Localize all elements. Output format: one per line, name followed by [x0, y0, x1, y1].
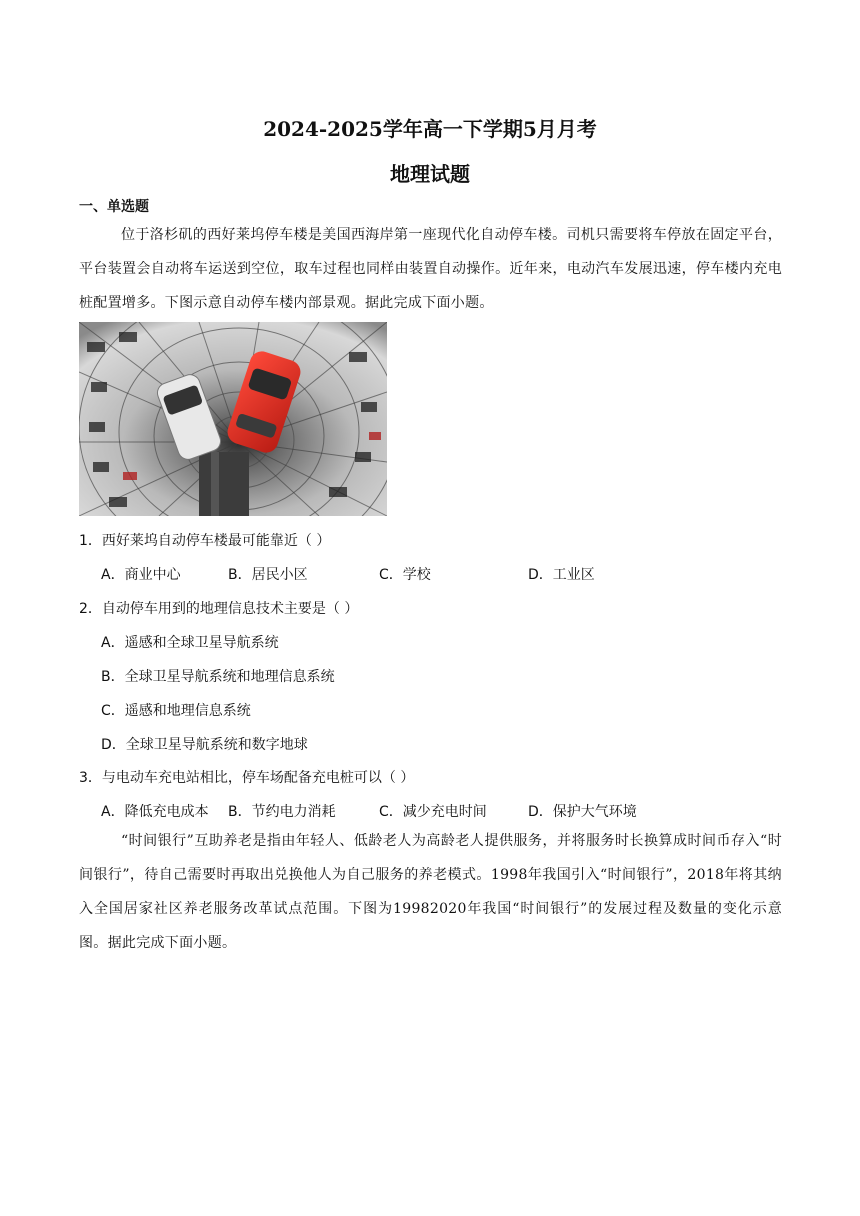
q2-option-d[interactable]: D．全球卫星导航系统和数字地球 — [101, 737, 308, 753]
q1-option-c[interactable]: C．学校 — [379, 567, 431, 583]
q3-option-b[interactable]: B．节约电力消耗 — [228, 804, 336, 820]
q3-option-d[interactable]: D．保护大气环境 — [528, 804, 637, 820]
question-2: 2．自动停车用到的地理信息技术主要是（ ） — [79, 601, 359, 617]
q1-option-d[interactable]: D．工业区 — [528, 567, 595, 583]
parking-tower-photo — [79, 322, 387, 516]
page-subtitle: 地理试题 — [390, 162, 470, 186]
q3-option-c[interactable]: C．减少充电时间 — [379, 804, 487, 820]
passage-parking: 位于洛杉矶的西好莱坞停车楼是美国西海岸第一座现代化自动停车楼。司机只需要将车停放在固定平台，平台装置会自动将车运送到空位，取车过程也同样由装置自动操作。近年来，电动汽车发展迅速，停车楼内充电桩配置增多。下图示意自动停车楼内部景观。据此完成下面小题。 — [79, 227, 782, 311]
passage-time-bank: “时间银行”互助养老是指由年轻人、低龄老人为高龄老人提供服务，并将服务时长换算成时间币存入“时间银行”，待自己需要时再取出兑换他人为自己服务的养老模式。1998年我国引入“时间银行”，2018年将其纳入全国居家社区养老服务改革试点范围。下图为19982020年我国“时间银行”的发展过程及数量的变化示意图。据此完成下面小题。 — [79, 833, 782, 951]
q1-option-b[interactable]: B．居民小区 — [228, 567, 308, 583]
q2-option-a[interactable]: A．遥感和全球卫星导航系统 — [101, 635, 279, 651]
q2-option-c[interactable]: C．遥感和地理信息系统 — [101, 703, 251, 719]
question-1: 1．西好莱坞自动停车楼最可能靠近（ ） — [79, 533, 331, 549]
question-3: 3．与电动车充电站相比，停车场配备充电桩可以（ ） — [79, 770, 415, 786]
section-heading: 一、单选题 — [79, 199, 149, 215]
q2-option-b[interactable]: B．全球卫星导航系统和地理信息系统 — [101, 669, 335, 685]
page-title: 2024-2025学年高一下学期5月月考 — [263, 117, 597, 141]
q3-option-a[interactable]: A．降低充电成本 — [101, 804, 209, 820]
q1-option-a[interactable]: A．商业中心 — [101, 567, 181, 583]
